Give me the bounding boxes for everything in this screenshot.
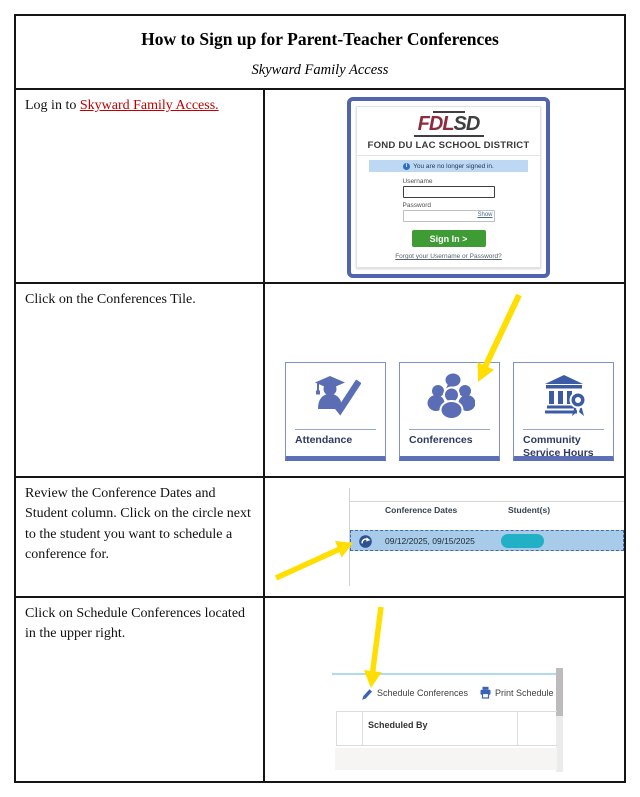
print-schedule-label: Print Schedule	[495, 687, 554, 698]
print-schedule-button[interactable]	[479, 686, 554, 699]
info-icon	[403, 163, 410, 170]
tile-conferences[interactable]	[399, 362, 500, 461]
step1-screenshot-cell	[265, 90, 624, 282]
circle-arrow-icon[interactable]	[359, 535, 372, 548]
tile-attendance[interactable]	[285, 362, 386, 461]
step2-screenshot-cell	[265, 284, 624, 476]
step4-screenshot-cell	[265, 598, 624, 781]
column-header-students: Student(s)	[508, 505, 551, 515]
page-subtitle: Skyward Family Access	[251, 62, 389, 78]
password-label: Password	[402, 202, 432, 209]
username-label: Username	[402, 178, 433, 185]
instruction-table	[14, 14, 626, 783]
tile-conferences-label: Conferences	[409, 434, 473, 446]
tile-community-service-label: Community Service Hours	[523, 434, 594, 460]
step1-instruction-cell	[16, 90, 265, 282]
step3-instruction-cell	[16, 478, 265, 596]
step4-text: Click on Schedule Conferences located in the upper right.	[25, 606, 246, 642]
login-screenshot-frame	[347, 97, 550, 278]
graduation-check-icon	[286, 368, 385, 424]
step-row-login	[16, 90, 624, 284]
login-card	[356, 106, 541, 268]
highlighted-student-row[interactable]	[350, 530, 624, 551]
step4-instruction-cell	[16, 598, 265, 781]
signed-out-alert	[369, 160, 528, 172]
step2-instruction-cell	[16, 284, 265, 476]
title-row	[16, 16, 624, 90]
printer-icon	[479, 686, 492, 699]
step-row-conference-dates	[16, 478, 624, 598]
logo-sd: SD	[453, 113, 480, 135]
schedule-conferences-button[interactable]	[361, 686, 468, 700]
schedule-conferences-label: Schedule Conferences	[377, 688, 469, 698]
people-group-icon	[400, 368, 499, 424]
step-row-tiles	[16, 284, 624, 478]
step1-text: Log in to	[25, 98, 80, 113]
skyward-family-access-link[interactable]: Skyward Family Access.	[79, 98, 219, 113]
step3-screenshot-cell	[265, 478, 624, 596]
pencil-icon	[361, 686, 374, 700]
column-header-conference-dates: Conference Dates	[385, 505, 458, 515]
forgot-credentials-link[interactable]: Forgot your Username or Password?	[395, 253, 502, 260]
district-name: FOND DU LAC SCHOOL DISTRICT	[367, 140, 530, 151]
page-title: How to Sign up for Parent-Teacher Conferences	[141, 29, 499, 49]
login-form	[403, 178, 495, 222]
alert-text: You are no longer signed in.	[413, 162, 494, 170]
scrollbar[interactable]	[556, 668, 563, 772]
student-name-redaction	[501, 534, 544, 548]
conference-dates-value: 09/12/2025, 09/15/2025	[385, 536, 475, 546]
tile-attendance-label: Attendance	[295, 434, 353, 446]
step2-text: Click on the Conferences Tile.	[25, 292, 196, 307]
fdlsd-logo	[412, 111, 486, 137]
step-row-schedule	[16, 598, 624, 781]
logo-fdl: FDL	[417, 113, 454, 135]
bank-ribbon-icon	[514, 368, 613, 424]
scrollbar-thumb[interactable]	[556, 668, 563, 716]
sign-in-button[interactable]: Sign In >	[412, 230, 486, 247]
tile-community-service[interactable]	[513, 362, 614, 461]
show-password-link[interactable]: Show	[477, 212, 493, 218]
username-field[interactable]	[403, 186, 495, 198]
scheduled-by-header: Scheduled By	[368, 720, 428, 730]
step3-text: Review the Conference Dates and Student column. Click on the circle next to the student you want to schedule a conference for.	[25, 486, 251, 562]
